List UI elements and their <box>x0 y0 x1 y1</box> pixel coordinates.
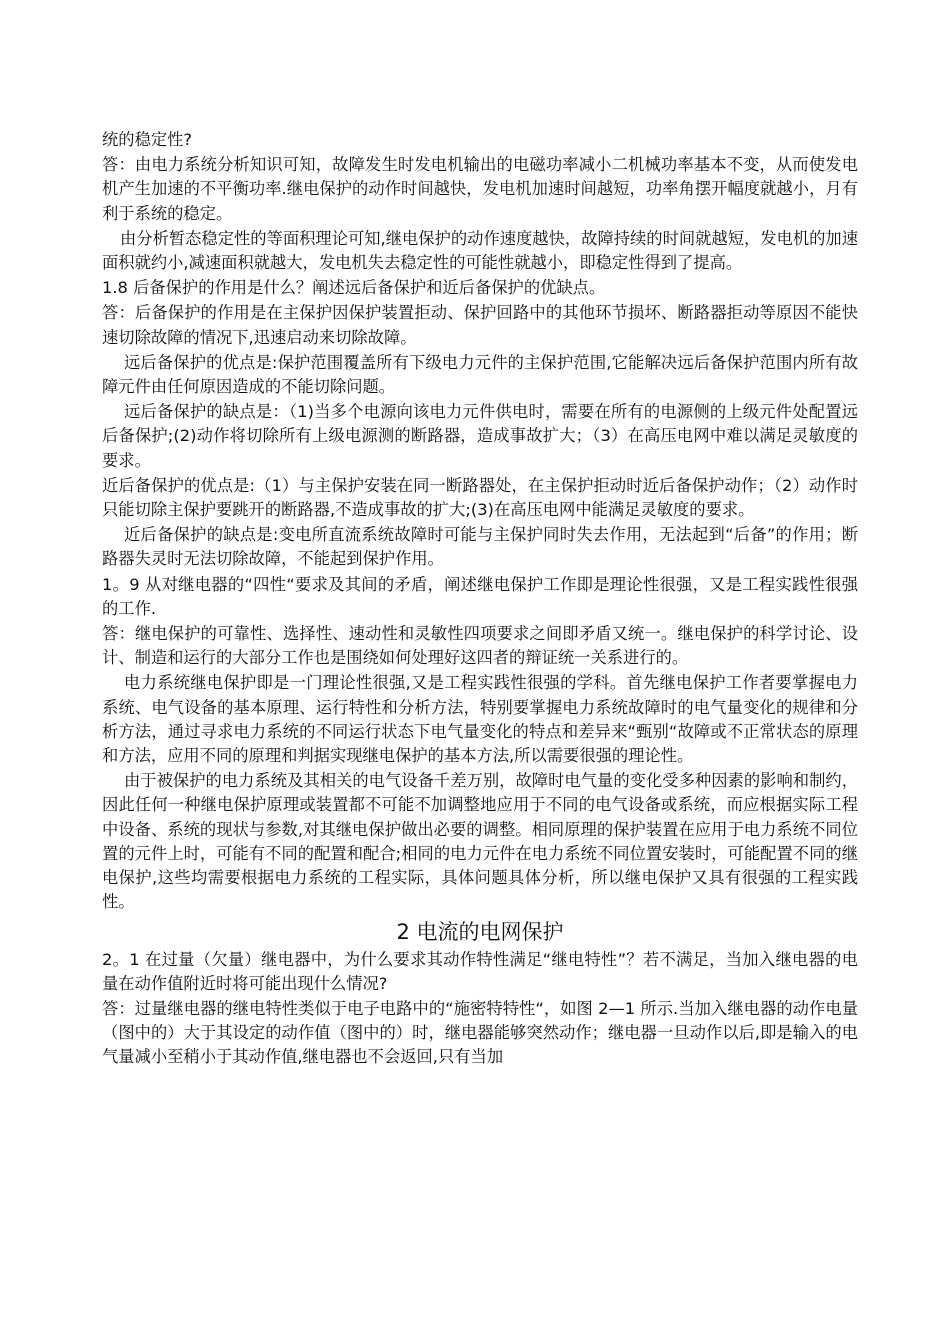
answer-1-7: 答：由电力系统分析知识可知，故障发生时发电机输出的电磁功率减小二机械功率基本不变，从而使发电机产生加速的不平衡功率.继电保护的动作时间越快，发电机加速时间越短，功率角摆开幅度就越小，月有利于系统的稳定。 <box>102 155 858 223</box>
paragraph-local-backup-cons: 近后备保护的缺点是:变电所直流系统故障时可能与主保护同时失去作用，无法起到“后备”的作用；断路器失灵时无法切除故障，不能起到保护作用。 <box>102 525 858 569</box>
answer-2-1: 答：过量继电器的继电特性类似于电子电路中的“施密特特性“，如图 2—1 所示.当加入继电器的动作电量（图中的）大于其设定的动作值（图中的）时，继电器能够突然动作；继电器一旦动作以后,即是输入的电气量减小至稍小于其动作值,继电器也不会返回,只有当加 <box>102 998 858 1067</box>
document-body <box>102 128 858 1071</box>
paragraph-equal-area: 由分析暂态稳定性的等面积理论可知,继电保护的动作速度越快，故障持续的时间就越短，发电机的加速面积就约小,减速面积就越大，发电机失去稳定性的可能性就越小，即稳定性得到了提高。 <box>102 228 858 273</box>
question-1-9: 1。9 从对继电器的“四性“要求及其间的矛盾，阐述继电保护工作即是理论性很强，又是工程实践性很强的工作. <box>102 574 858 618</box>
answer-1-8: 答：后备保护的作用是在主保护因保护装置拒动、保护回路中的其他环节损坏、断路器拒动等原因不能快速切除故障的情况下,迅速启动来切除故障。 <box>102 303 858 347</box>
paragraph-local-backup-pros: 近后备保护的优点是:（1）与主保护安装在同一断路器处，在主保护拒动时近后备保护动作；（2）动作时只能切除主保护要跳开的断路器,不造成事故的扩大;(3)在高压电网中能满足灵敏度的要求。 <box>102 475 858 520</box>
question-2-1: 2。1 在过量（欠量）继电器中，为什么要求其动作特性满足“继电特性”？若不满足，当加入继电器的电量在动作值附近时将可能出现什么情况? <box>102 949 858 993</box>
section-heading: 2 电流的电网保护 <box>396 919 564 944</box>
paragraph-continuation: 统的稳定性? <box>102 130 193 149</box>
paragraph-practice: 由于被保护的电力系统及其相关的电气设备千差万别，故障时电气量的变化受多种因素的影响和制约，因此任何一种继电保护原理或装置都不可能不加调整地应用于不同的电气设备或系统，而应根据实际工程中设备、系统的现状与参数,对其继电保护做出必要的调整。相同原理的保护装置在应用于电力系统不同位置的元件上时，可能有不同的配置和配合;相同的电力元件在电力系统不同位置安装时，可能配置不同的继电保护,这些均需要根据电力系统的工程实际，具体问题具体分析，所以继电保护又具有很强的工程实践性。 <box>102 771 858 912</box>
paragraph-remote-backup-cons: 远后备保护的缺点是：（1)当多个电源向该电力元件供电时，需要在所有的电源侧的上级元件处配置远后备保护;(2)动作将切除所有上级电源测的断路器，造成事故扩大；（3）在高压电网中难以满足灵敏度的要求。 <box>102 402 858 470</box>
question-1-8: 1.8 后备保护的作用是什么？阐述远后备保护和近后备保护的优缺点。 <box>102 278 606 298</box>
paragraph-remote-backup-pros: 远后备保护的优点是:保护范围覆盖所有下级电力元件的主保护范围,它能解决远后备保护范围内所有故障元件由任何原因造成的不能切除问题。 <box>102 352 858 397</box>
paragraph-theory: 电力系统继电保护即是一门理论性很强,又是工程实践性很强的学科。首先继电保护工作者要掌握电力系统、电气设备的基本原理、运行特性和分析方法，特别要掌握电力系统故障时的电气量变化的规律和分析方法，通过寻求电力系统的不同运行状态下电气量变化的特点和差异来“甄别“故障或不正常状态的原理和方法，应用不同的原理和判据实现继电保护的基本方法,所以需要很强的理论性。 <box>102 673 858 766</box>
answer-1-9: 答：继电保护的可靠性、选择性、速动性和灵敏性四项要求之间即矛盾又统一。继电保护的科学讨论、设计、制造和运行的大部分工作也是围绕如何处理好这四者的辩证统一关系进行的。 <box>102 624 858 668</box>
